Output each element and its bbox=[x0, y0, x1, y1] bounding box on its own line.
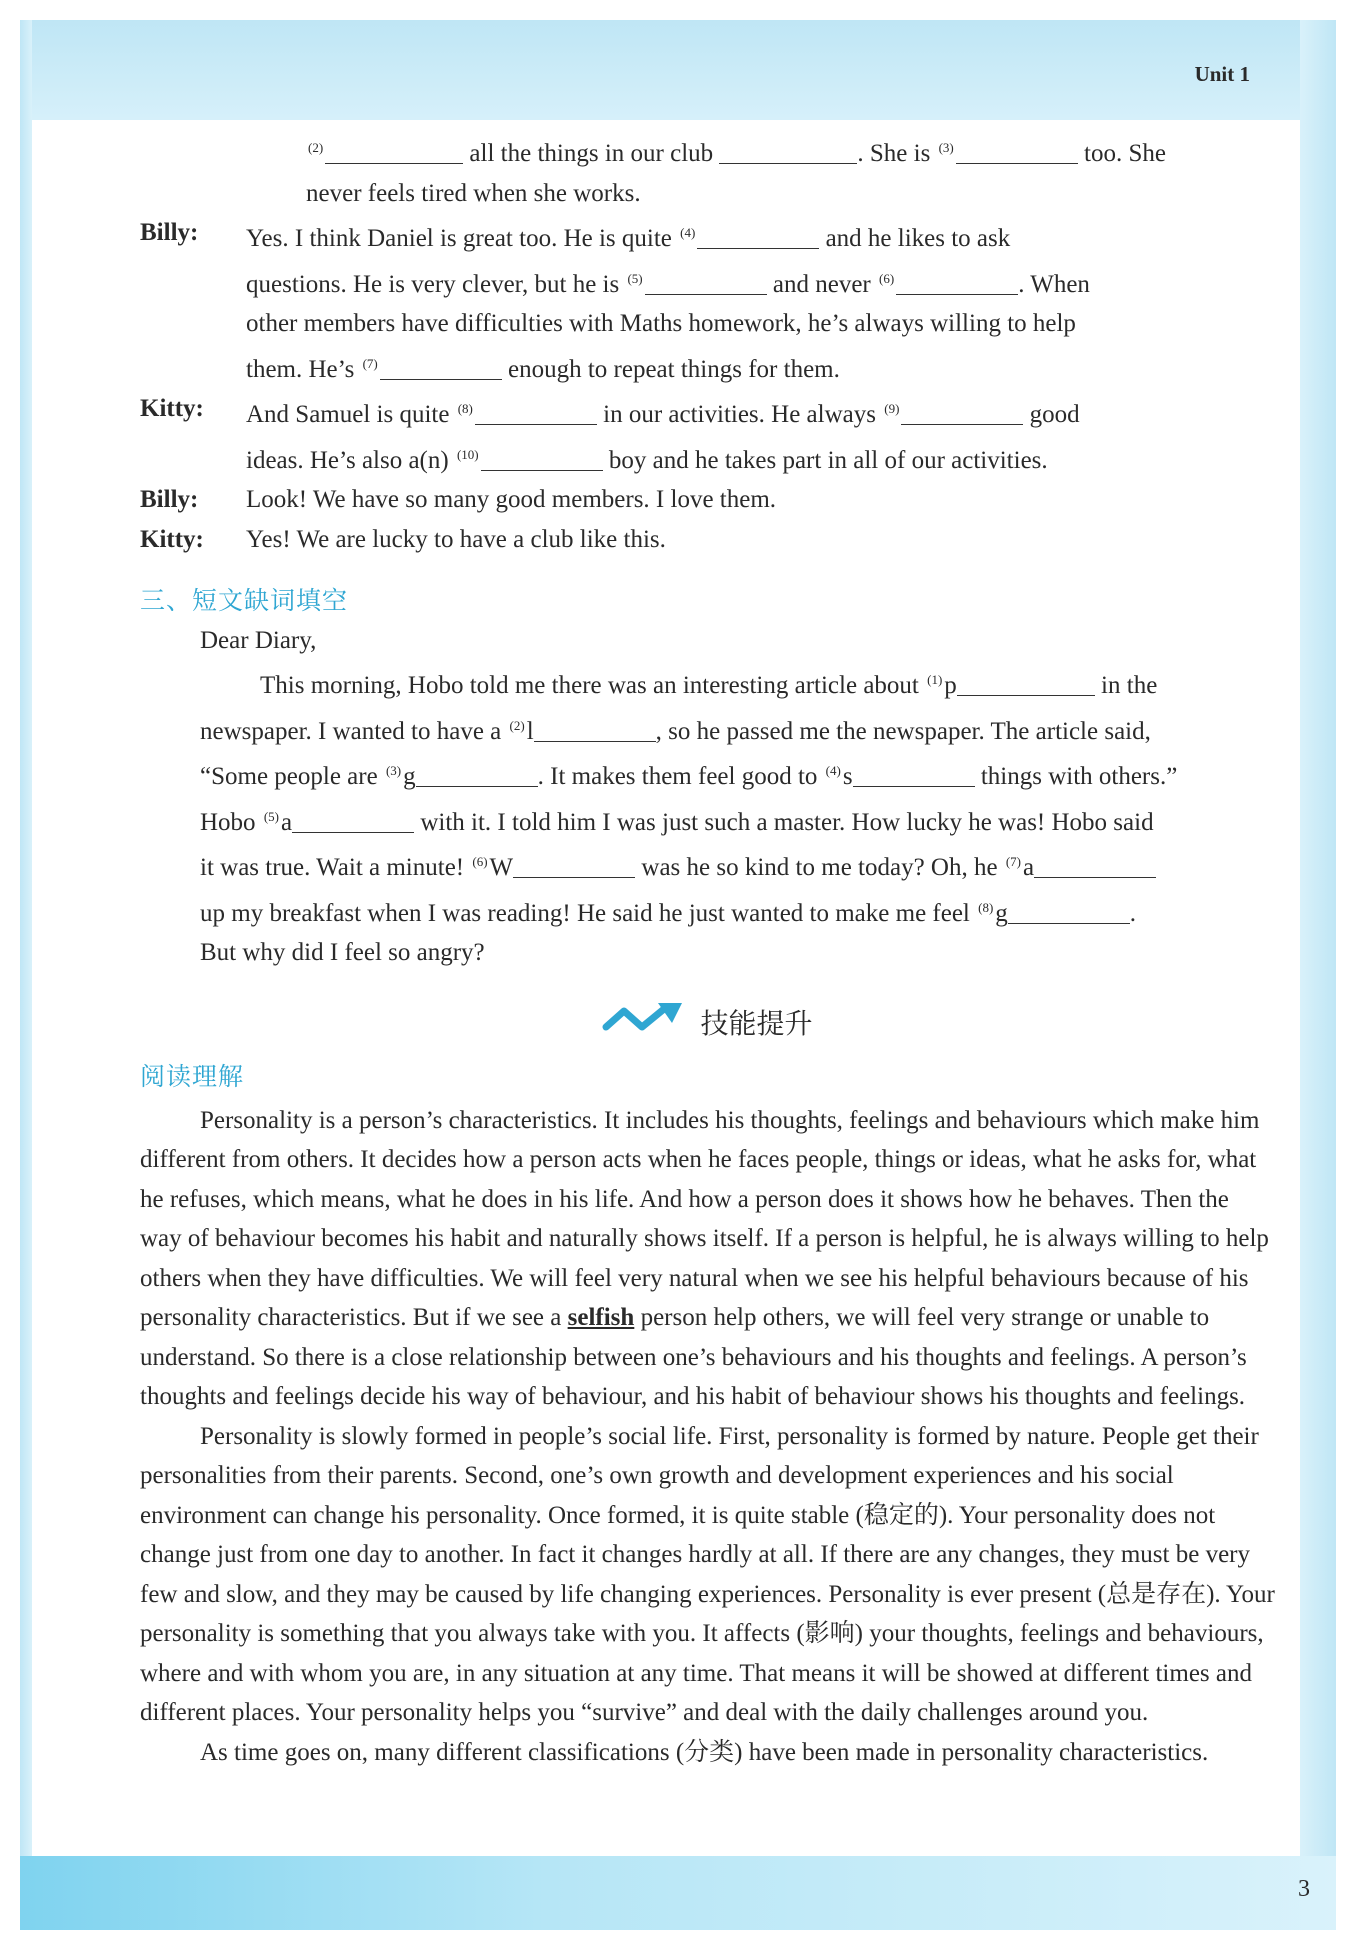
fill-blank[interactable] bbox=[957, 670, 1095, 696]
fill-blank[interactable] bbox=[896, 269, 1018, 295]
dialogue-text: Yes. I think Daniel is great too. He is quite bbox=[246, 225, 672, 252]
passage-text: person help others, we will feel very strange or unable to understand. So there is a close relationship between one’s behaviours and his thoughts and feelings. A person’s thoughts and feelings decide his way of behaviour, and his habit of behaviour shows his thoughts and feelings. bbox=[140, 1304, 1247, 1410]
dialogue-turn-billy bbox=[140, 213, 1275, 389]
reading-paragraph-2: Personality is slowly formed in people’s social life. First, personality is formed by nature. People get their personalities from their parents. Second, one’s own growth and development experiences and his social environment can change his personality. Once formed, it is quite stable (稳定的). Your personality does not change just from one day to another. In fact it changes hardly at all. If there are any changes, they must be very few and slow, and they may be caused by life changing experiences. Personality is ever present (总是存在). Your personality is something that you always take with you. It affects (影响) your thoughts, feelings and behaviours, where and with whom you are, in any situation at any time. That means it will be showed at different times and different places. Your personality helps you “survive” and deal with the daily challenges around you. bbox=[140, 1422, 1275, 1726]
utterance bbox=[246, 389, 1275, 480]
blank-number: (2) bbox=[509, 717, 525, 733]
blank-number: (5) bbox=[627, 270, 643, 286]
section-title: 三、短文缺词填空 bbox=[140, 586, 349, 615]
dialogue-text: enough to repeat things for them. bbox=[508, 355, 840, 383]
fill-blank[interactable] bbox=[901, 399, 1023, 425]
blank-initial: a bbox=[1023, 854, 1035, 881]
dialogue-text: . When bbox=[1018, 270, 1090, 298]
blank-initial: p bbox=[944, 672, 957, 699]
fill-blank[interactable] bbox=[325, 138, 463, 164]
skills-title: 技能提升 bbox=[700, 1007, 813, 1040]
blank-initial: l bbox=[526, 717, 534, 745]
blank-initial: g bbox=[403, 763, 416, 790]
blank-number: (8) bbox=[457, 401, 473, 416]
reading-section-title: 阅读理解 bbox=[140, 1062, 245, 1091]
diary-line bbox=[200, 888, 1275, 934]
dialogue-text: ideas. He’s also a(n) bbox=[246, 446, 449, 474]
fill-blank[interactable] bbox=[380, 354, 502, 380]
blank-number: (8) bbox=[978, 899, 994, 915]
blank-number: (2) bbox=[308, 140, 324, 155]
passage-text: things with others.” bbox=[980, 763, 1178, 790]
fill-blank[interactable] bbox=[292, 807, 414, 833]
fill-blank[interactable] bbox=[1008, 898, 1130, 924]
fill-blank[interactable] bbox=[853, 761, 975, 787]
page-bottom-band bbox=[20, 1856, 1336, 1930]
blank-number: (3) bbox=[938, 140, 954, 155]
fill-blank[interactable] bbox=[481, 445, 603, 471]
passage-text: up my breakfast when I was reading! He said he just wanted to make me feel bbox=[200, 899, 970, 927]
fill-blank[interactable] bbox=[513, 852, 635, 878]
fill-blank[interactable] bbox=[956, 138, 1078, 164]
blank-number: (6) bbox=[472, 854, 488, 869]
reading-paragraph-3: As time goes on, many different classifications (分类) have been made in personality characteristics. bbox=[200, 1738, 1209, 1766]
dialogue-turn-billy bbox=[140, 480, 1275, 520]
fill-blank[interactable] bbox=[534, 716, 656, 742]
passage-text: with it. I told him I was just such a master. How lucky he was! Hobo said bbox=[420, 808, 1154, 836]
utterance: Yes! We are lucky to have a club like this. bbox=[246, 525, 666, 553]
diary-line: But why did I feel so angry? bbox=[200, 939, 485, 966]
passage-text: in the bbox=[1101, 672, 1158, 699]
page-left-band bbox=[20, 20, 32, 1930]
fill-blank[interactable] bbox=[719, 138, 857, 164]
dialogue-text: and never bbox=[772, 270, 871, 298]
page-right-band bbox=[1300, 20, 1336, 1930]
reading-paragraph-1 bbox=[140, 1101, 1275, 1417]
dialogue-text: too. She bbox=[1084, 140, 1166, 167]
blank-number: (7) bbox=[1005, 854, 1022, 869]
passage-text: . It makes them feel good to bbox=[537, 763, 818, 790]
speaker-label: Billy: bbox=[140, 486, 199, 513]
page-number: 3 bbox=[1298, 1876, 1310, 1902]
passage-text: Hobo bbox=[200, 808, 256, 836]
dialogue-text: . She is bbox=[857, 140, 931, 167]
utterance: Look! We have so many good members. I love them. bbox=[246, 486, 777, 513]
diary-greeting: Dear Diary, bbox=[200, 626, 317, 654]
blank-number: (9) bbox=[884, 401, 900, 416]
blank-number: (4) bbox=[680, 225, 696, 240]
dialogue-text: boy and he takes part in all of our activities. bbox=[608, 446, 1048, 474]
dialogue-turn-kitty bbox=[140, 389, 1275, 480]
dialogue-text: questions. He is very clever, but he is bbox=[246, 270, 620, 298]
utterance bbox=[246, 213, 1275, 389]
passage-text: “Some people are bbox=[200, 763, 378, 790]
blank-initial: a bbox=[280, 808, 293, 836]
dialogue-text: and he likes to ask bbox=[825, 225, 1011, 252]
unit-label: Unit 1 bbox=[1194, 62, 1250, 86]
passage-text: it was true. Wait a minute! bbox=[200, 854, 465, 881]
blank-initial: g bbox=[995, 899, 1008, 927]
passage-text: . bbox=[1129, 899, 1137, 927]
fill-blank[interactable] bbox=[697, 223, 819, 249]
skills-heading bbox=[140, 1001, 1275, 1048]
page-content bbox=[140, 128, 1275, 1772]
passage-text: This morning, Hobo told me there was an interesting article about bbox=[260, 672, 919, 699]
dialogue-turn-kitty bbox=[140, 520, 1275, 560]
dialogue-line bbox=[306, 128, 1275, 174]
blank-number: (5) bbox=[263, 808, 279, 824]
blank-number: (4) bbox=[825, 763, 841, 778]
passage-text: , so he passed me the newspaper. The article said, bbox=[655, 717, 1151, 745]
fill-blank[interactable] bbox=[475, 399, 597, 425]
dialogue-line: never feels tired when she works. bbox=[306, 179, 641, 207]
upward-zigzag-arrow-icon bbox=[602, 1001, 686, 1048]
blank-number: (3) bbox=[385, 763, 402, 778]
fill-blank[interactable] bbox=[1034, 852, 1156, 878]
dialogue-text: them. He’s bbox=[246, 355, 355, 383]
blank-number: (6) bbox=[879, 270, 895, 286]
passage-text: newspaper. I wanted to have a bbox=[200, 717, 502, 745]
fill-blank[interactable] bbox=[645, 269, 767, 295]
blank-number: (1) bbox=[927, 672, 943, 687]
blank-initial: s bbox=[842, 763, 853, 790]
diary-line bbox=[200, 706, 1275, 752]
passage-text: was he so kind to me today? Oh, he bbox=[641, 854, 998, 881]
blank-number: (10) bbox=[456, 446, 479, 462]
dialogue-text: good bbox=[1029, 401, 1080, 428]
diary-line bbox=[200, 797, 1275, 843]
dialogue-text: other members have difficulties with Maths homework, he’s always willing to help bbox=[246, 310, 1076, 337]
diary-line bbox=[200, 751, 1275, 797]
reading-passage bbox=[140, 1101, 1275, 1773]
speaker-label: Kitty: bbox=[140, 395, 204, 422]
diary-passage bbox=[140, 621, 1275, 973]
blank-initial: W bbox=[489, 854, 514, 881]
dialogue-text: all the things in our club bbox=[469, 140, 714, 167]
speaker-label: Kitty: bbox=[140, 525, 204, 553]
dialogue-text: in our activities. He always bbox=[603, 401, 876, 428]
highlighted-word: selfish bbox=[567, 1304, 635, 1331]
diary-line bbox=[200, 660, 1275, 706]
speaker-label: Billy: bbox=[140, 219, 199, 246]
diary-line bbox=[200, 842, 1275, 888]
fill-blank[interactable] bbox=[416, 761, 538, 787]
dialogue-text: And Samuel is quite bbox=[246, 401, 450, 428]
page-top-band bbox=[20, 20, 1336, 120]
blank-number: (7) bbox=[362, 355, 378, 371]
passage-text: Personality is a person’s characteristics. It includes his thoughts, feelings and behaviours which make him different from others. It decides how a person acts when he faces people, things or ideas, what he asks for, what he refuses, which means, what he does in his life. And how a person does it shows how he behaves. Then the way of behaviour becomes his habit and naturally shows itself. If a person is helpful, he is always willing to help others when they have difficulties. We will feel very natural when we see his helpful behaviours because of his personality characteristics. But if we see a bbox=[140, 1106, 1269, 1331]
